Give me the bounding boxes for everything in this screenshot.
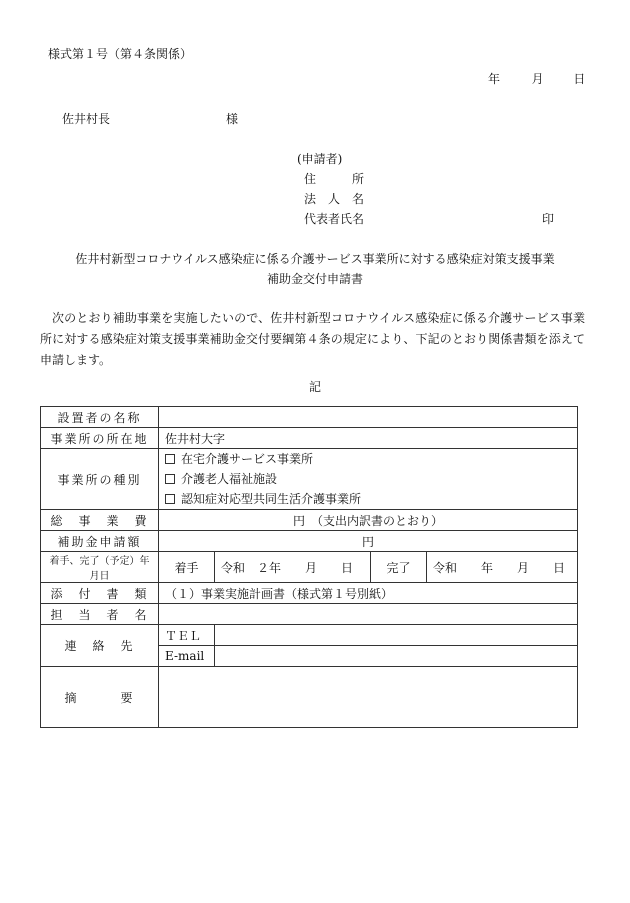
location-value[interactable]: 佐井村大字 — [159, 428, 578, 449]
row-installer — [41, 407, 578, 428]
row-person — [41, 604, 578, 625]
ki-heading: 記 — [308, 380, 321, 394]
person-label: 担 当 者 名 — [41, 604, 159, 625]
kind-label: 事業所の種別 — [41, 449, 159, 510]
attach-value[interactable]: （１）事業実施計画書（様式第１号別紙） — [159, 583, 578, 604]
date-month: 月 — [531, 72, 544, 86]
summary-label: 摘 要 — [41, 667, 159, 728]
body-paragraph: 次のとおり補助事業を実施したいので、佐井村新型コロナウイルス感染症に係る介護サービス事業所に対する感染症対策支援事業補助金交付要綱第４条の規定により、下記のとおり関係書類を添えて申請します。 — [40, 311, 585, 367]
applicant-label: (申請者) — [297, 152, 343, 166]
kind-options — [159, 449, 578, 510]
tel-value[interactable] — [215, 625, 578, 646]
kind-option-1[interactable] — [165, 449, 571, 469]
seal-mark: 印 — [542, 212, 555, 226]
end-label: 完了 — [371, 552, 427, 583]
date-year: 年 — [488, 72, 501, 86]
location-label: 事業所の所在地 — [41, 428, 159, 449]
attach-label: 添 付 書 類 — [41, 583, 159, 604]
email-label: E-mail — [159, 646, 215, 667]
installer-label: 設置者の名称 — [41, 407, 159, 428]
total-cost-label: 総 事 業 費 — [41, 510, 159, 531]
row-total-cost — [41, 510, 578, 531]
start-date[interactable]: 令和 ２年 月 日 — [215, 552, 371, 583]
installer-value[interactable] — [159, 407, 578, 428]
schedule-label: 着手、完了（予定）年月日 — [41, 552, 159, 583]
date-day: 日 — [573, 72, 586, 86]
row-schedule — [41, 552, 578, 583]
row-location — [41, 428, 578, 449]
row-attach — [41, 583, 578, 604]
applicant-rep-label: 代表者氏名 — [304, 212, 365, 226]
person-value[interactable] — [159, 604, 578, 625]
checkbox-icon[interactable] — [165, 454, 175, 464]
grant-value[interactable]: 円 — [159, 531, 578, 552]
form-number: 様式第１号（第４条関係） — [48, 47, 193, 61]
kind-option-2[interactable] — [165, 469, 571, 489]
row-grant — [41, 531, 578, 552]
row-tel — [41, 625, 578, 646]
email-value[interactable] — [215, 646, 578, 667]
applicant-corp-label: 法 人 名 — [304, 192, 365, 206]
date-line — [488, 70, 585, 87]
end-date[interactable]: 令和 年 月 日 — [427, 552, 578, 583]
row-summary — [41, 667, 578, 728]
total-cost-value[interactable]: 円 （支出内訳書のとおり） — [159, 510, 578, 531]
checkbox-icon[interactable] — [165, 474, 175, 484]
kind-option-1-label: 在宅介護サービス事業所 — [181, 452, 314, 466]
tel-label: ＴＥＬ — [159, 625, 215, 646]
contact-label: 連 絡 先 — [41, 625, 159, 667]
summary-value[interactable] — [159, 667, 578, 728]
start-label: 着手 — [159, 552, 215, 583]
checkbox-icon[interactable] — [165, 494, 175, 504]
addressee-name: 佐井村長 — [62, 112, 111, 126]
title-line1: 佐井村新型コロナウイルス感染症に係る介護サービス事業所に対する感染症対策支援事業 — [75, 252, 555, 266]
title-line2: 補助金交付申請書 — [266, 272, 363, 286]
application-table — [40, 406, 578, 728]
row-kind — [41, 449, 578, 510]
kind-option-3-label: 認知症対応型共同生活介護事業所 — [181, 492, 362, 506]
addressee-honorific: 様 — [226, 112, 239, 126]
applicant-address-label: 住 所 — [304, 172, 365, 186]
kind-option-3[interactable] — [165, 489, 571, 509]
kind-option-2-label: 介護老人福祉施設 — [181, 472, 278, 486]
grant-label: 補助金申請額 — [41, 531, 159, 552]
